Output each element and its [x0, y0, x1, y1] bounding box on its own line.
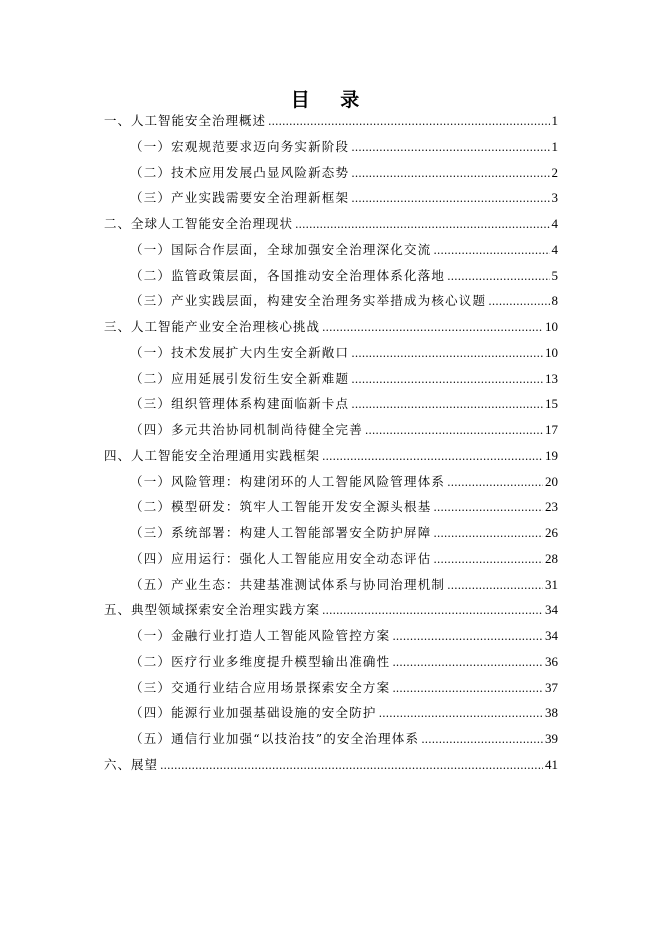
toc-entry-page-number: 8: [551, 293, 558, 309]
dot-leader: [351, 396, 543, 414]
toc-entry-page-number: 31: [545, 576, 558, 592]
toc-entry-page-number: 34: [545, 602, 558, 618]
toc-entry[interactable]: [130, 370, 558, 389]
dot-leader: [295, 216, 549, 234]
dot-leader: [379, 705, 543, 723]
dot-leader: [392, 628, 543, 646]
toc-entry-label: （二）技术应用发展凸显风险新态势: [130, 164, 350, 180]
dot-leader: [421, 731, 543, 749]
dot-leader: [392, 654, 543, 672]
toc-entry-label: （三）产业实践层面，构建安全治理务实举措成为核心议题: [130, 293, 487, 309]
dot-leader: [447, 577, 543, 595]
toc-entry-label: （一）金融行业打造人工智能风险管控方案: [130, 628, 391, 643]
toc-entry-label: （四）能源行业加强基础设施的安全防护: [130, 705, 377, 721]
toc-entry-page-number: 5: [551, 267, 558, 283]
toc-entry-page-number: 39: [545, 731, 558, 746]
toc-entry[interactable]: [130, 292, 558, 311]
toc-entry[interactable]: [130, 576, 558, 595]
toc-entry[interactable]: [130, 524, 558, 543]
toc-entry-label: （二）模型研发：筑牢人工智能开发安全源头根基: [130, 499, 432, 515]
toc-entry[interactable]: [130, 395, 558, 414]
dot-leader: [351, 165, 549, 183]
toc-entry-label: （四）多元共治协同机制尚待健全完善: [130, 422, 363, 437]
toc-entry-page-number: 41: [545, 756, 558, 772]
dot-leader: [433, 242, 549, 260]
toc-entry-label: （五）通信行业加强“以技治技”的安全治理体系: [130, 731, 420, 746]
dot-leader: [433, 499, 543, 517]
toc-entry-label: （一）国际合作层面，全球加强安全治理深化交流: [130, 241, 432, 257]
toc-entry[interactable]: [130, 679, 558, 698]
toc-entry-label: 五、典型领域探索安全治理实践方案: [104, 602, 321, 618]
toc-entry-label: （一）宏观规范要求迈向务实新阶段: [130, 138, 350, 154]
toc-entry[interactable]: [104, 756, 558, 775]
dot-leader: [392, 680, 543, 698]
toc-entry[interactable]: [104, 318, 558, 337]
toc-entry[interactable]: [130, 344, 558, 363]
toc-entry-page-number: 36: [545, 653, 558, 669]
toc-entry-label: （一）技术发展扩大内生安全新敞口: [130, 344, 350, 360]
dot-leader: [351, 139, 549, 157]
toc-entry[interactable]: [130, 189, 558, 208]
dot-leader: [322, 319, 543, 337]
toc-entry-page-number: 17: [545, 422, 558, 437]
toc-entry-label: （三）组织管理体系构建面临新卡点: [130, 396, 350, 412]
toc-entry-label: （一）风险管理：构建闭环的人工智能风险管理体系: [130, 473, 446, 489]
toc-entry-label: 二、全球人工智能安全治理现状: [104, 216, 294, 231]
toc-entry[interactable]: [130, 730, 558, 749]
toc-entry-page-number: 3: [551, 190, 558, 206]
toc-entry-label: （四）应用运行：强化人工智能应用安全动态评估: [130, 550, 432, 566]
toc-entry[interactable]: [130, 704, 558, 723]
toc-entry-page-number: 10: [545, 344, 558, 360]
toc-entry[interactable]: [130, 473, 558, 492]
dot-leader: [351, 190, 549, 208]
dot-leader: [322, 602, 543, 620]
toc-entry-label: 三、人工智能产业安全治理核心挑战: [104, 319, 321, 334]
toc-entry-page-number: 15: [545, 396, 558, 412]
toc-entry-page-number: 26: [545, 525, 558, 540]
toc-entry-page-number: 19: [545, 447, 558, 463]
toc-entry-label: （二）监管政策层面，各国推动安全治理体系化落地: [130, 267, 446, 283]
dot-leader: [447, 268, 549, 286]
dot-leader: [268, 113, 549, 131]
toc-entry-label: 一、人工智能安全治理概述: [104, 113, 267, 128]
toc-entry-page-number: 34: [545, 628, 558, 643]
toc-entry[interactable]: [130, 421, 558, 440]
toc-entry[interactable]: [104, 215, 558, 234]
toc-entry-page-number: 37: [545, 679, 558, 695]
toc-entry-page-number: 2: [551, 164, 558, 180]
toc-entry[interactable]: [104, 447, 558, 466]
toc-entry[interactable]: [130, 550, 558, 569]
toc-entry-label: （三）产业实践需要安全治理新框架: [130, 190, 350, 206]
toc-entry-label: （二）医疗行业多维度提升模型输出准确性: [130, 653, 391, 669]
toc-entry[interactable]: [130, 498, 558, 517]
toc-entry-page-number: 28: [545, 550, 558, 566]
toc-entry-page-number: 10: [545, 319, 558, 334]
toc-entry-page-number: 1: [551, 113, 558, 128]
dot-leader: [365, 422, 543, 440]
toc-entry[interactable]: [130, 164, 558, 183]
toc-entry[interactable]: [130, 627, 558, 646]
toc-entry[interactable]: [130, 653, 558, 672]
dot-leader: [351, 345, 543, 363]
toc-entry[interactable]: [130, 241, 558, 260]
toc-entry-label: （五）产业生态：共建基准测试体系与协同治理机制: [130, 576, 446, 592]
toc-entry-page-number: 4: [551, 216, 558, 231]
dot-leader: [160, 757, 543, 775]
toc-entry[interactable]: [130, 267, 558, 286]
toc-entry-page-number: 20: [545, 473, 558, 489]
toc-entry-page-number: 4: [551, 241, 558, 257]
dot-leader: [433, 551, 543, 569]
toc-entry-page-number: 13: [545, 370, 558, 386]
toc-entry[interactable]: [104, 112, 558, 131]
toc-entry[interactable]: [130, 138, 558, 157]
toc-entry-label: （二）应用延展引发衍生安全新难题: [130, 370, 350, 386]
toc-entry-page-number: 38: [545, 705, 558, 721]
dot-leader: [322, 448, 543, 466]
toc-entry-page-number: 1: [551, 138, 558, 154]
toc-entry-label: （三）交通行业结合应用场景探索安全方案: [130, 679, 391, 695]
toc-entry-label: 四、人工智能安全治理通用实践框架: [104, 447, 321, 463]
toc-entry-label: 六、展望: [104, 756, 159, 772]
dot-leader: [488, 293, 549, 311]
dot-leader: [351, 371, 543, 389]
dot-leader: [433, 525, 543, 543]
toc-entry[interactable]: [104, 601, 558, 620]
toc-title: 目 录: [290, 89, 372, 111]
toc-entry-label: （三）系统部署：构建人工智能部署安全防护屏障: [130, 525, 432, 540]
dot-leader: [447, 474, 543, 492]
toc-entry-page-number: 23: [545, 499, 558, 515]
